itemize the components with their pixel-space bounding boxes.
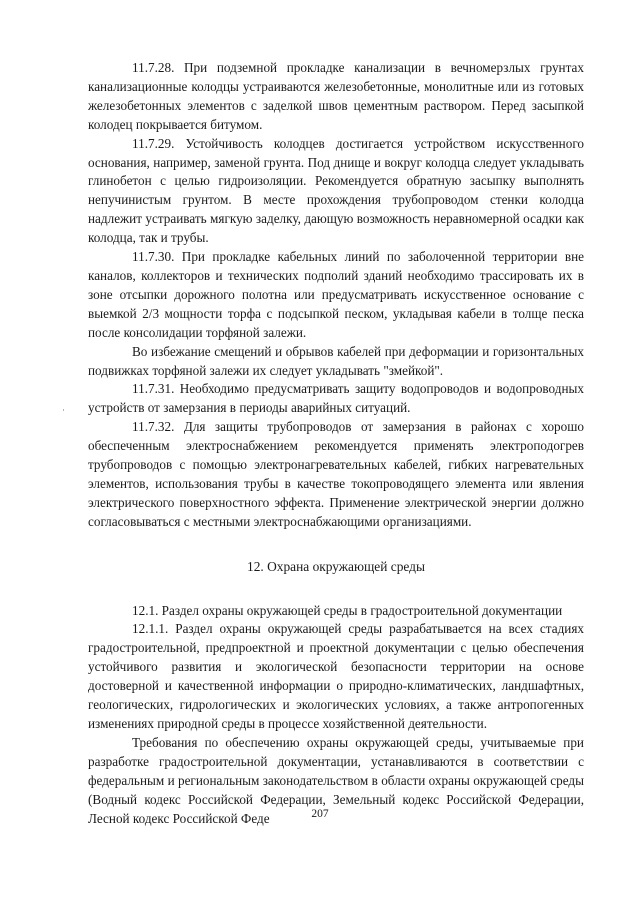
document-body xyxy=(88,59,584,828)
paragraph-11-7-30: 11.7.30. При прокладке кабельных линий по заболоченной территории вне каналов, коллекторов и технических подполий зданий необходимо трассировать их в зоне отсыпки дорожного полотна или предусматривать искусственное основание с выемкой 2/3 мощности торфа с подсыпкой песком, укладывая кабели в толще песка после консолидации торфяной залежи. xyxy=(88,249,584,340)
paragraph-11-7-29: 11.7.29. Устойчивость колодцев достигается устройством искусственного основания, например, заменой грунта. Под днище и вокруг колодца следует укладывать глинобетон с целью гидроизоляции. Рекомендуется обратную засыпку выполнять непучинистым грунтом. В месте прохождения трубопроводом стенки колодца надлежит устраивать мягкую заделку, дающую возможность неравномерной осадки как колодца, так и трубы. xyxy=(88,135,584,246)
paragraph-11-7-32: 11.7.32. Для защиты трубопроводов от замерзания в районах с хорошо обеспеченным электроснабжением рекомендуется применять электроподогрев трубопроводов с помощью электронагревательных кабелей, гибких нагревательных элементов, использования трубы в качестве токопроводящего элемента или явления электрического поверхностного эффекта. Применение электрической энергии должно согласовываться с местными электроснабжающими организациями. xyxy=(88,419,584,529)
paragraph-11-7-28: 11.7.28. При подземной прокладке канализации в вечномерзлых грунтах канализационные колодцы устраиваются железобетонные, монолитные или из готовых железобетонных элементов с заделкой швов цементным раствором. Перед засыпкой колодец покрывается битумом. xyxy=(88,60,584,132)
paragraph-12-1-1: 12.1.1. Раздел охраны окружающей среды разрабатывается на всех стадиях градостроительной, предпроектной и проектной документации с целью обеспечения устойчивого развития и экологической безопасности территории на основе достоверной и качественной информации о природно-климатических, ландшафтных, геологических, гидрологических и экологических условиях, а также антропогенных изменениях природной среды в процессе хозяйственной деятельности. xyxy=(88,621,584,731)
paragraph-cable-snake: Во избежание смещений и обрывов кабелей при деформации и горизонтальных подвижках торфяной залежи их следует укладывать "змейкой". xyxy=(88,343,584,378)
margin-mark xyxy=(63,409,64,411)
paragraph-requirements: Требования по обеспечению охраны окружающей среды, учитываемые при разработке градостроительной документации, устанавливаются в соответствии с федеральным и региональным законодательством в области охраны окружающей среды (Водный кодекс Российской Федерации, Земельный кодекс Российской Федерации, Лесной кодекс Российской Феде xyxy=(88,734,584,826)
section-heading: 12. Охрана окружающей среды xyxy=(247,558,425,574)
paragraph-11-7-31: 11.7.31. Необходимо предусматривать защиту водопроводов и водопроводных устройств от замерзания в периоды аварийных ситуаций. xyxy=(88,381,584,416)
paragraph-12-1: 12.1. Раздел охраны окружающей среды в градостроительной документации xyxy=(132,602,563,618)
page-number: 207 xyxy=(311,808,329,820)
